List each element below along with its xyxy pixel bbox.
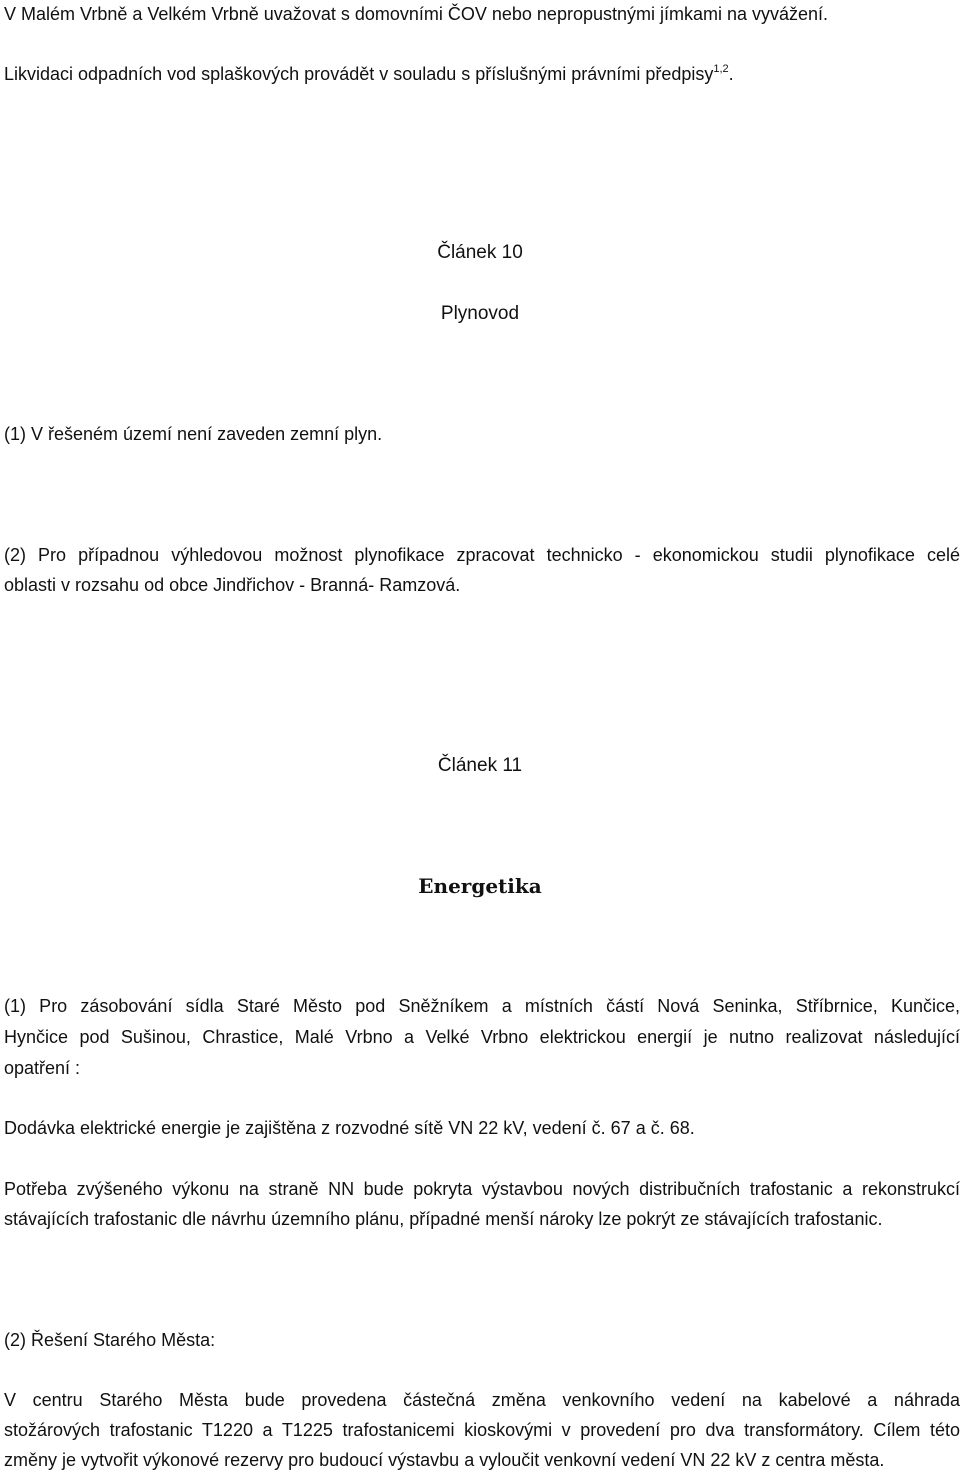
article-11-item-1-line-2: Hynčice pod Sušinou, Chrastice, Malé Vrbno a Velké Vrbno elektrickou energií je nutno realizovat následující <box>4 1027 960 1047</box>
article-11-item-2-line-3: změny je vytvořit výkonové rezervy pro budoucí výstavbu a vyloučit venkovní vedení VN 22 kV z centra města. <box>4 1450 885 1470</box>
article-11-demand-line-2: stávajících trafostanic dle návrhu územního plánu, případné menší nároky lze pokrýt ze stávajících trafostanic. <box>4 1209 883 1229</box>
article-11-supply: Dodávka elektrické energie je zajištěna z rozvodné sítě VN 22 kV, vedení č. 67 a č. 68. <box>4 1118 695 1138</box>
paragraph-likvidace <box>4 63 734 85</box>
article-11-heading: Článek 11 <box>437 755 523 776</box>
article-11-item-1-line-1: (1) Pro zásobování sídla Staré Město pod Sněžníkem a místních částí Nová Seninka, Stříbrnice, Kunčice, <box>4 996 960 1016</box>
article-10-item-2-line-2: oblasti v rozsahu od obce Jindřichov - Branná- Ramzová. <box>4 575 461 595</box>
paragraph-likvidace-text: Likvidaci odpadních vod splaškových provádět v souladu s příslušnými právními předpisy <box>4 64 714 84</box>
paragraph-cov: V Malém Vrbně a Velkém Vrbně uvažovat s domovními ČOV nebo nepropustnými jímkami na vyvážení. <box>4 4 829 24</box>
article-10-title: Plynovod <box>440 303 520 324</box>
article-11-item-1-line-3: opatření : <box>4 1058 81 1078</box>
article-10-heading: Článek 10 <box>437 242 523 263</box>
article-11-title: Energetika <box>418 874 542 898</box>
article-10-item-1: (1) V řešeném území není zaveden zemní plyn. <box>4 424 383 444</box>
footnote-reference: 1,2 <box>713 63 729 75</box>
article-11-item-2-line-2: stožárových trafostanic T1220 a T1225 trafostanicemi kioskovými v provedení pro dva transformátory. Cílem této <box>4 1420 960 1440</box>
article-10-item-2-line-1: (2) Pro případnou výhledovou možnost plynofikace zpracovat technicko - ekonomickou studii plynofikace celé <box>4 545 960 565</box>
article-11-item-2-heading: (2) Řešení Starého Města: <box>4 1330 216 1350</box>
article-11-item-2-line-1: V centru Starého Města bude provedena částečná změna venkovního vedení na kabelové a náhrada <box>4 1390 960 1410</box>
paragraph-likvidace-end: . <box>728 64 734 84</box>
article-11-demand-line-1: Potřeba zvýšeného výkonu na straně NN bude pokryta výstavbou nových distribučních trafostanic a rekonstrukcí <box>4 1179 960 1199</box>
